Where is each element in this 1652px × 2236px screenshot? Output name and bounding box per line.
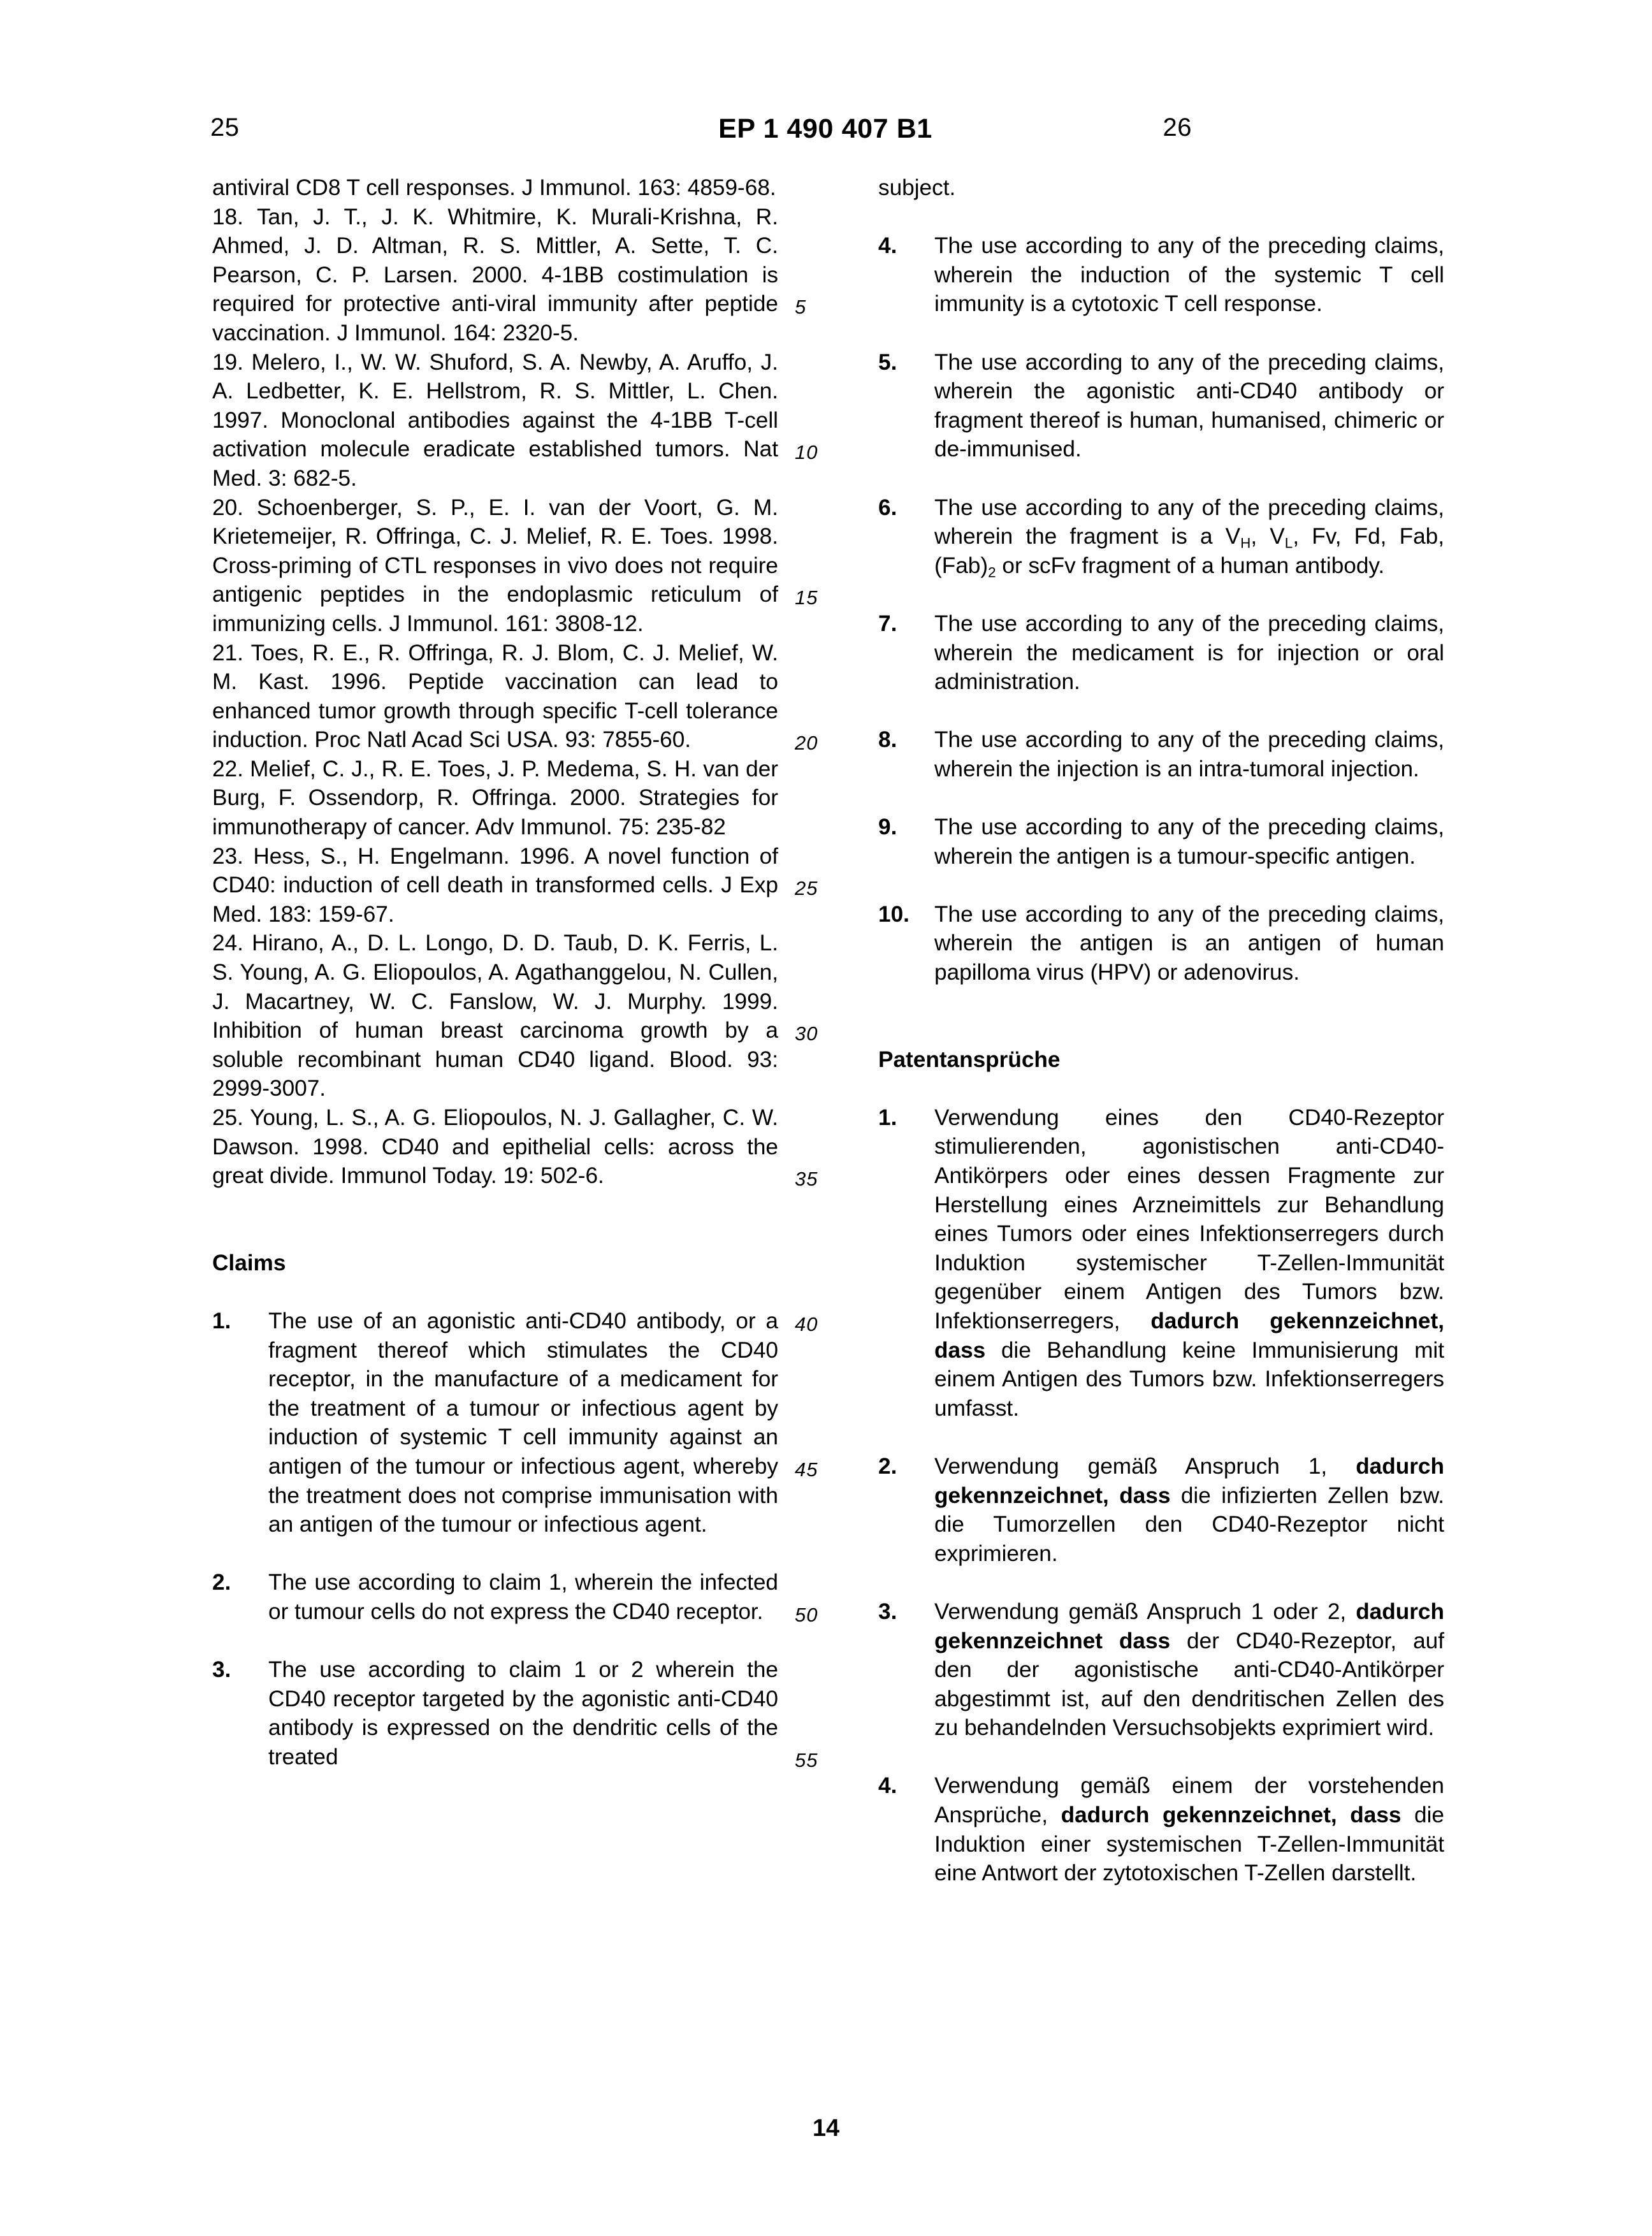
- german-claim-part1: Verwendung gemäß Anspruch 1,: [934, 1453, 1356, 1479]
- german-claim-bold-phrase: dadurch gekennzeichnet dass: [934, 1599, 1444, 1653]
- claim-item: [212, 1655, 778, 1771]
- reference-item: 18. Tan, J. T., J. K. Whitmire, K. Murali-Krishna, R. Ahmed, J. D. Altman, R. S. Mittler, A. Sette, T. C. Pearson, C. P. Larsen. 2000. 4-1BB costimulation is required for protective anti-viral immunity after peptide vaccination. J Immunol. 164: 2320-5.: [212, 204, 778, 345]
- line-number: 5: [795, 296, 807, 318]
- left-column: [212, 173, 778, 1771]
- claims-heading: Claims: [212, 1250, 286, 1275]
- spacer: [878, 1743, 1444, 1772]
- german-claim-bold-phrase: dadurch gekennzeichnet, dass: [1061, 1803, 1402, 1828]
- claim-text-fragment-formula: [934, 493, 1444, 581]
- german-claim-text: [934, 1771, 1444, 1887]
- spacer: [878, 1074, 1444, 1103]
- claim-number: 1.: [878, 1105, 897, 1130]
- line-number: 25: [795, 877, 818, 899]
- german-claim-part2: der CD40-Rezeptor, auf den der agonistische anti-CD40-Antikörper abgestimmt ist, auf den dendritischen Zellen des zu behandelnden Versuchsobjekts exprimiert wird.: [934, 1628, 1444, 1741]
- german-claim-part1: Verwendung gemäß Anspruch 1 oder 2,: [934, 1599, 1356, 1624]
- claim-item: [212, 1307, 778, 1539]
- claim-item: [212, 1568, 778, 1626]
- spacer: [878, 1568, 1444, 1597]
- line-number: 55: [795, 1749, 818, 1771]
- german-claim-bold-phrase: dadurch gekennzeichnet, dass: [934, 1308, 1444, 1363]
- reference-item: 23. Hess, S., H. Engelmann. 1996. A novel function of CD40: induction of cell death in transformed cells. J Exp Med. 183: 159-67.: [212, 843, 778, 927]
- claim-number: 5.: [878, 349, 897, 375]
- reference-item: 25. Young, L. S., A. G. Eliopoulos, N. J. Gallagher, C. W. Dawson. 1998. CD40 and epithelial cells: across the great divide. Immunol Today. 19: 502-6.: [212, 1105, 778, 1189]
- spacer: [212, 1539, 778, 1569]
- claim-item: [878, 231, 1444, 319]
- claim-item: [878, 725, 1444, 783]
- spacer: [878, 871, 1444, 900]
- subscript-l: L: [1284, 535, 1293, 551]
- spacer: [878, 697, 1444, 726]
- claim-text: The use according to claim 1 or 2 wherein the CD40 receptor targeted by the agonistic anti-CD40 antibody is expressed on the dendritic cells of the treated: [268, 1657, 778, 1769]
- claim-text-mid1: , V: [1250, 524, 1285, 549]
- german-claim-text: [934, 1597, 1444, 1743]
- reference-item: 21. Toes, R. E., R. Offringa, R. J. Blom, C. J. Melief, W. M. Kast. 1996. Peptide vaccination can lead to enhanced tumor growth through specific T-cell tolerance induction. Proc Natl Acad Sci USA. 93: 7855-60.: [212, 640, 778, 753]
- claim-number: 9.: [878, 815, 897, 840]
- german-claim-part2: die Induktion einer systemischen T-Zellen-Immunität eine Antwort der zytotoxischen T-Zellen darstellt.: [934, 1803, 1445, 1886]
- german-claim-part2: die infizierten Zellen bzw. die Tumorzellen den CD40-Rezeptor nicht exprimieren.: [934, 1483, 1444, 1566]
- german-claim-part1: Verwendung gemäß einem der vorstehenden Ansprüche,: [934, 1773, 1444, 1828]
- spacer: [878, 987, 1444, 1045]
- claim-item: [878, 348, 1444, 464]
- claim-number: 3.: [212, 1657, 231, 1683]
- line-number: 35: [795, 1168, 818, 1190]
- line-number: 10: [795, 441, 818, 463]
- claim-number: 2.: [878, 1453, 897, 1479]
- spacer: [878, 783, 1444, 813]
- line-number: 30: [795, 1022, 818, 1045]
- claim-number: 7.: [878, 611, 897, 636]
- spacer: [878, 203, 1444, 232]
- spacer: [212, 1627, 778, 1656]
- german-claim-text: [934, 1103, 1444, 1423]
- claim-item: [878, 813, 1444, 871]
- claim-text: The use of an agonistic anti-CD40 antibody, or a fragment thereof which stimulates the CD40 receptor, in the manufacture of a medicament for the treatment of a tumour or infectious agent by induction of systemic T cell immunity against an antigen of the tumour or infectious agent, whereby the treatment does not comprise immunisation with an antigen of the tumour or infectious agent.: [268, 1308, 778, 1537]
- german-claim-item: [878, 1452, 1444, 1568]
- line-number: 45: [795, 1458, 818, 1481]
- claim-continuation-text: subject.: [878, 175, 956, 200]
- claim-text: The use according to any of the preceding claims, wherein the injection is an intra-tumoral injection.: [934, 727, 1444, 781]
- claim-number: 3.: [878, 1599, 897, 1624]
- german-claim-part2: die Behandlung keine Immunisierung mit einem Antigen des Tumors bzw. Infektionserregers umfasst.: [934, 1337, 1444, 1421]
- claim-text-suffix: or scFv fragment of a human antibody.: [996, 553, 1385, 578]
- spacer: [878, 580, 1444, 609]
- reference-item: 22. Melief, C. J., R. E. Toes, J. P. Medema, S. H. van der Burg, F. Ossendorp, R. Offringa. 2000. Strategies for immunotherapy of cancer. Adv Immunol. 75: 235-82: [212, 756, 778, 840]
- spacer: [212, 1191, 778, 1249]
- reference-item: 20. Schoenberger, S. P., E. I. van der Voort, G. M. Krietemeijer, R. Offringa, C. J. Melief, R. E. Toes. 1998. Cross-priming of CTL responses in vivo does not require antigenic peptides in the endoplasmic reticulum of immunizing cells. J Immunol. 161: 3808-12.: [212, 495, 778, 636]
- header-left-page-number: 25: [210, 113, 240, 142]
- claim-text: The use according to any of the preceding claims, wherein the agonistic anti-CD40 antibody or fragment thereof is human, humanised, chimeric or de-immunised.: [934, 349, 1444, 462]
- spacer: [878, 319, 1444, 348]
- claim-item: [878, 493, 1444, 581]
- claim-number: 6.: [878, 495, 897, 520]
- claim-text-prefix: The use according to any of the preceding claims, wherein the fragment is a V: [934, 495, 1444, 549]
- subscript-2: 2: [988, 564, 996, 581]
- spacer: [878, 464, 1444, 493]
- claim-number: 2.: [212, 1570, 231, 1595]
- spacer: [878, 1423, 1444, 1452]
- claim-number: 4.: [878, 233, 897, 259]
- claim-number: 10.: [878, 901, 909, 927]
- reference-item: 24. Hirano, A., D. L. Longo, D. D. Taub, D. K. Ferris, L. S. Young, A. G. Eliopoulos, A. Agathanggelou, N. Cullen, J. Macartney, W. C. Fanslow, W. J. Murphy. 1999. Inhibition of human breast carcinoma growth by a soluble recombinant human CD40 ligand. Blood. 93: 2999-3007.: [212, 931, 778, 1101]
- subscript-h: H: [1240, 535, 1251, 551]
- claim-number: 4.: [878, 1773, 897, 1799]
- running-header: [210, 113, 1440, 152]
- claim-number: 1.: [212, 1308, 231, 1333]
- german-claim-item: [878, 1771, 1444, 1887]
- reference-item: antiviral CD8 T cell responses. J Immunol. 163: 4859-68.: [212, 175, 776, 200]
- german-claim-item: [878, 1597, 1444, 1743]
- claim-item: [878, 609, 1444, 697]
- patentansprueche-heading: Patentansprüche: [878, 1047, 1061, 1072]
- german-claim-bold-phrase: dadurch gekennzeichnet, dass: [934, 1453, 1444, 1508]
- claim-text: The use according to claim 1, wherein the infected or tumour cells do not express the CD40 receptor.: [268, 1570, 778, 1624]
- header-right-page-number: 26: [1163, 113, 1192, 142]
- claim-text-mid2: , Fv, Fd, Fab, (Fab): [934, 524, 1444, 578]
- claim-text: The use according to any of the preceding claims, wherein the antigen is a tumour-specific antigen.: [934, 815, 1444, 869]
- header-patent-number: EP 1 490 407 B1: [718, 113, 932, 144]
- claim-item: [878, 900, 1444, 987]
- claim-text: The use according to any of the preceding claims, wherein the medicament is for injection or oral administration.: [934, 611, 1444, 695]
- claim-text: The use according to any of the preceding claims, wherein the induction of the systemic T cell immunity is a cytotoxic T cell response.: [934, 233, 1444, 317]
- claim-number: 8.: [878, 727, 897, 753]
- line-number: 40: [795, 1313, 818, 1335]
- spacer: [212, 1277, 778, 1307]
- line-number: 20: [795, 732, 818, 754]
- german-claim-part1: Verwendung eines den CD40-Rezeptor stimulierenden, agonistischen anti-CD40-Antikörpers oder eines dessen Fragmente zur Herstellung eines Arzneimittels zur Behandlung eines Tumors oder eines Infektionserregers durch Induktion systemischer T-Zellen-Immunität gegenüber einem Antigen des Tumors bzw. Infektionserregers,: [934, 1105, 1444, 1333]
- footer-page-number: 14: [812, 2115, 840, 2142]
- german-claim-text: [934, 1452, 1444, 1568]
- line-number: 15: [795, 586, 818, 609]
- claim-text: The use according to any of the preceding claims, wherein the antigen is an antigen of human papilloma virus (HPV) or adenovirus.: [934, 901, 1444, 985]
- reference-item: 19. Melero, I., W. W. Shuford, S. A. Newby, A. Aruffo, J. A. Ledbetter, K. E. Hellstrom, R. S. Mittler, L. Chen. 1997. Monoclonal antibodies against the 4-1BB T-cell activation molecule eradicate established tumors. Nat Med. 3: 682-5.: [212, 349, 778, 491]
- line-number: 50: [795, 1604, 818, 1626]
- german-claim-item: [878, 1103, 1444, 1423]
- right-column: [878, 173, 1444, 1888]
